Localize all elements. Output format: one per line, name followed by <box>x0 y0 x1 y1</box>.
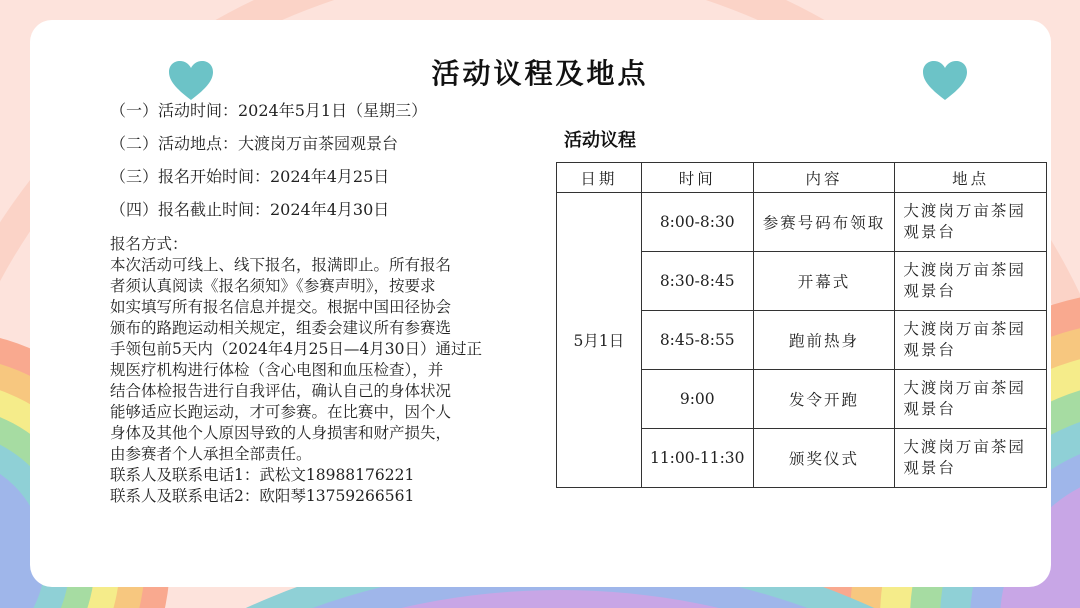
registration-line: 由参赛者个人承担全部责任。 <box>110 445 312 463</box>
content-cell: 参赛号码布领取 <box>753 193 895 252</box>
info-registration-start: （三）报名开始时间：2024年4月25日 <box>110 167 390 186</box>
content-cell: 发令开跑 <box>753 370 895 429</box>
content-cell: 颁奖仪式 <box>753 429 895 488</box>
registration-line: 本次活动可线上、线下报名，报满即止。所有报名 <box>110 256 452 274</box>
info-event-time: （一）活动时间：2024年5月1日（星期三） <box>110 101 428 120</box>
date-cell: 5月1日 <box>557 193 642 488</box>
contact-line-2: 联系人及联系电话2：欧阳琴13759266561 <box>110 487 415 505</box>
time-cell: 11:00-11:30 <box>641 429 753 488</box>
table-header-row <box>557 163 1047 193</box>
registration-line: 报名方式： <box>110 235 188 253</box>
schedule-table <box>556 162 1047 488</box>
registration-method <box>110 234 510 507</box>
time-cell: 8:30-8:45 <box>641 252 753 311</box>
location-cell: 大渡岗万亩茶园观景台 <box>895 429 1047 488</box>
registration-line: 手领包前5天内（2024年4月25日—4月30日）通过正 <box>110 340 482 358</box>
time-cell: 8:45-8:55 <box>641 311 753 370</box>
registration-line: 颁布的路跑运动相关规定，组委会建议所有参赛选 <box>110 319 452 337</box>
table-row <box>557 193 1047 252</box>
time-cell: 8:00-8:30 <box>641 193 753 252</box>
info-event-location: （二）活动地点：大渡岗万亩茶园观景台 <box>110 134 399 153</box>
page-title: 活动议程及地点 <box>431 57 649 90</box>
header-time: 时间 <box>641 163 753 193</box>
registration-line: 规医疗机构进行体检（含心电图和血压检查），并 <box>110 361 444 379</box>
header-content: 内容 <box>753 163 895 193</box>
registration-line: 结合体检报告进行自我评估，确认自己的身体状况 <box>110 382 452 400</box>
time-cell: 9:00 <box>641 370 753 429</box>
location-cell: 大渡岗万亩茶园观景台 <box>895 311 1047 370</box>
registration-line: 身体及其他个人原因导致的人身损害和财产损失， <box>110 424 452 442</box>
location-cell: 大渡岗万亩茶园观景台 <box>895 370 1047 429</box>
location-cell: 大渡岗万亩茶园观景台 <box>895 193 1047 252</box>
content-cell: 跑前热身 <box>753 311 895 370</box>
content-cell: 开幕式 <box>753 252 895 311</box>
location-cell: 大渡岗万亩茶园观景台 <box>895 252 1047 311</box>
contact-line-1: 联系人及联系电话1：武松文18988176221 <box>110 466 415 484</box>
header-date: 日期 <box>557 163 642 193</box>
registration-line: 如实填写所有报名信息并提交。根据中国田径协会 <box>110 298 452 316</box>
registration-line: 能够适应长跑运动，才可参赛。在比赛中，因个人 <box>110 403 452 421</box>
schedule-title: 活动议程 <box>564 130 636 151</box>
registration-line: 者须认真阅读《报名须知》《参赛声明》，按要求 <box>110 277 436 295</box>
info-registration-end: （四）报名截止时间：2024年4月30日 <box>110 200 390 219</box>
header-location: 地点 <box>895 163 1047 193</box>
